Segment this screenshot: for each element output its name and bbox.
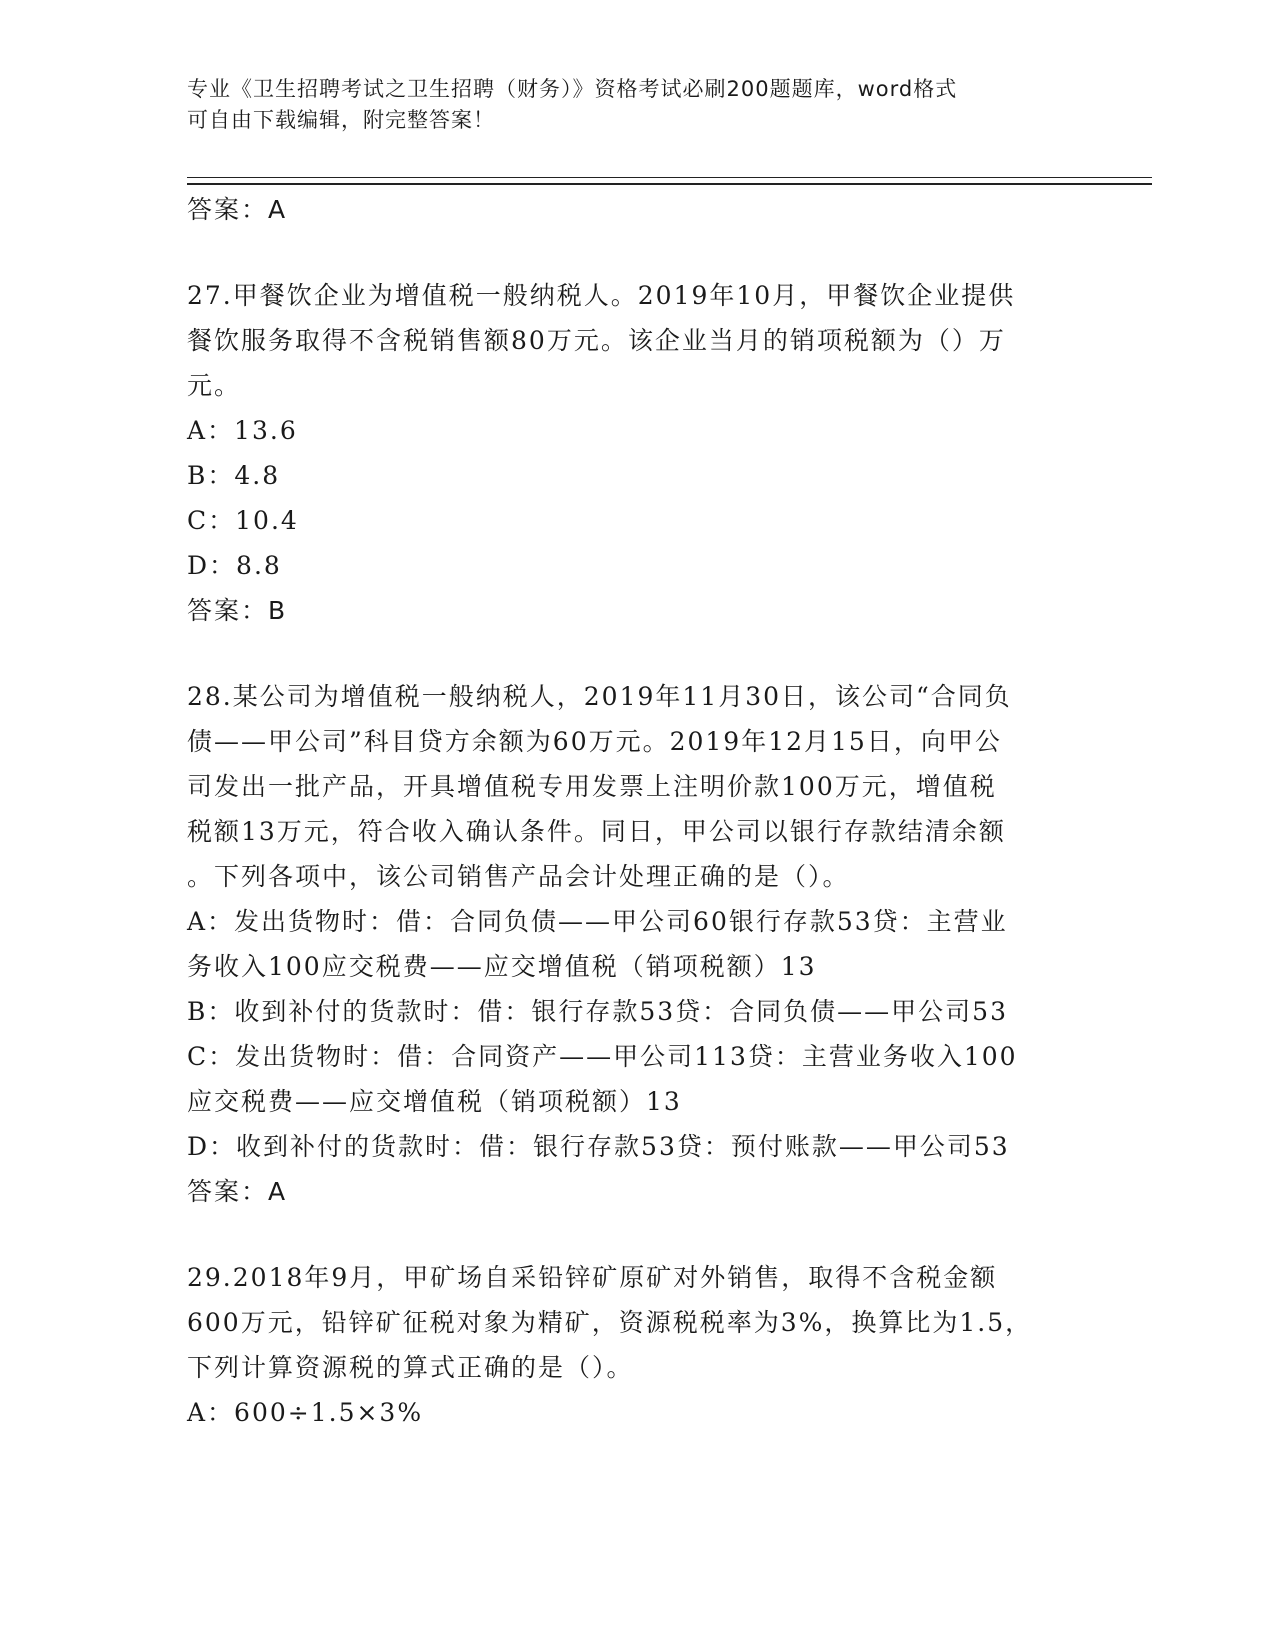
question-stem-line: 下列计算资源税的算式正确的是（）。 (187, 1353, 634, 1382)
question-stem-line: 28.某公司为增值税一般纳税人，2019年11月30日，该公司“合同负 (187, 682, 1012, 711)
spacer (187, 1214, 1087, 1255)
question-stem-line: 元。 (187, 371, 242, 400)
option-b: B：收到补付的货款时：借：银行存款53贷：合同负债——甲公司53 (187, 997, 1008, 1026)
option-b: B：4.8 (187, 461, 281, 490)
question-stem-line: 600万元，铅锌矿征税对象为精矿，资源税税率为3%，换算比为1.5， (187, 1308, 1033, 1337)
question-stem-line: 。下列各项中，该公司销售产品会计处理正确的是（）。 (187, 862, 850, 891)
question-29 (187, 1255, 1087, 1435)
spacer (187, 232, 1087, 273)
document-body (187, 187, 1087, 1435)
question-27 (187, 273, 1087, 633)
option-a: A：600÷1.5×3% (187, 1398, 424, 1427)
question-28 (187, 674, 1087, 1214)
header-line-2: 可自由下载编辑，附完整答案！ (187, 108, 495, 132)
question-stem-line: 司发出一批产品，开具增值税专用发票上注明价款100万元，增值税 (187, 772, 997, 801)
page-header (187, 74, 1067, 136)
spacer (187, 633, 1087, 674)
option-c-continued: 应交税费——应交增值税（销项税额）13 (187, 1087, 682, 1116)
option-d: D：收到补付的货款时：借：银行存款53贷：预付账款——甲公司53 (187, 1132, 1010, 1161)
option-a-continued: 务收入100应交税费——应交增值税（销项税额）13 (187, 952, 817, 981)
question-stem-line: 餐饮服务取得不含税销售额80万元。该企业当月的销项税额为（）万 (187, 326, 1006, 355)
header-line-1: 专业《卫生招聘考试之卫生招聘（财务）》资格考试必刷200题题库，word格式 (187, 77, 958, 101)
header-divider (187, 177, 1152, 185)
option-d: D：8.8 (187, 551, 282, 580)
question-stem-line: 29.2018年9月，甲矿场自采铅锌矿原矿对外销售，取得不含税金额 (187, 1263, 998, 1292)
option-a: A：13.6 (187, 416, 298, 445)
option-a: A：发出货物时：借：合同负债——甲公司60银行存款53贷：主营业 (187, 907, 1008, 936)
question-stem-line: 27.甲餐饮企业为增值税一般纳税人。2019年10月，甲餐饮企业提供 (187, 281, 1016, 310)
question-stem-line: 税额13万元，符合收入确认条件。同日，甲公司以银行存款结清余额 (187, 817, 1006, 846)
option-c: C：发出货物时：借：合同资产——甲公司113贷：主营业务收入100 (187, 1042, 1018, 1071)
question-answer: 答案：A (187, 1177, 288, 1206)
question-answer: 答案：B (187, 596, 288, 625)
option-c: C：10.4 (187, 506, 299, 535)
question-stem-line: 债——甲公司”科目贷方余额为60万元。2019年12月15日，向甲公 (187, 727, 1002, 756)
previous-answer: 答案：A (187, 195, 288, 224)
